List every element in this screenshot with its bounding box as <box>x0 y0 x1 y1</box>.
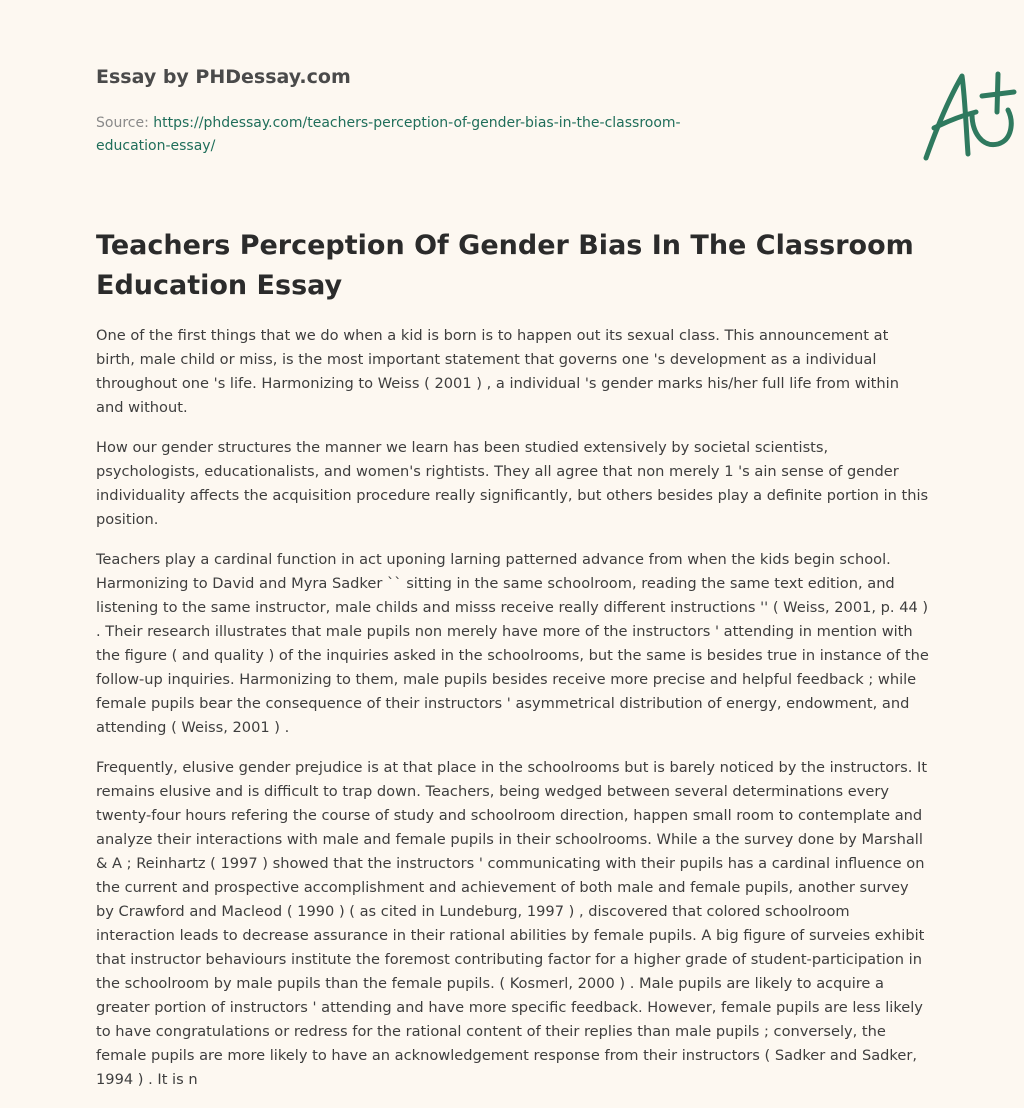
essay-body <box>96 324 930 1108</box>
essay-paragraph: Frequently, elusive gender prejudice is at that place in the schoolrooms but is barely noticed by the instructors. It remains elusive and is difficult to trap down. Teachers, being wedged between several determinations every twenty-four hours refering the course of study and schoolroom direction, happen small room to contemplate and analyze their interactions with male and female pupils in their schoolrooms. While a the survey done by Marshall & A ; Reinhartz ( 1997 ) showed that the instructors ' communicating with their pupils has a cardinal influence on the current and prospective accomplishment and achievement of both male and female pupils, another survey by Crawford and Macleod ( 1990 ) ( as cited in Lundeburg, 1997 ) , discovered that colored schoolroom interaction leads to decrease assurance in their rational abilities by female pupils. A big figure of surveies exhibit that instructor behaviours institute the foremost contributing factor for a higher grade of student-participation in the schoolroom by male pupils than the female pupils. ( Kosmerl, 2000 ) . Male pupils are likely to acquire a greater portion of instructors ' attending and have more specific feedback. However, female pupils are less likely to have congratulations or redress for the rational content of their replies than male pupils ; conversely, the female pupils are more likely to have an acknowledgement response from their instructors ( Sadker and Sadker, 1994 ) . It is n <box>96 759 928 1088</box>
essay-paragraph: How our gender structures the manner we learn has been studied extensively by societal scientists, psychologists, educationalists, and women's rightists. They all agree that non merely 1 's ain sense of gender individuality affects the acquisition procedure really significantly, but others besides play a definite portion in this position. <box>96 439 929 528</box>
essay-title: Teachers Perception Of Gender Bias In The Classroom Education Essay <box>96 230 914 301</box>
source-line <box>96 112 736 158</box>
a-plus-logo-icon <box>918 68 1024 164</box>
source-link[interactable]: https://phdessay.com/teachers-perception-of-gender-bias-in-the-classroom-education-essay/ <box>96 115 681 154</box>
essay-paragraph: One of the first things that we do when a kid is born is to happen out its sexual class. This announcement at birth, male child or miss, is the most important statement that governs one 's development as a individual throughout one 's life. Harmonizing to Weiss ( 2001 ) , a individual 's gender marks his/her full life from within and without. <box>96 327 899 416</box>
essay-paragraph: Teachers play a cardinal function in act uponing larning patterned advance from when the kids begin school. Harmonizing to David and Myra Sadker `` sitting in the same schoolroom, reading the same text edition, and listening to the same instructor, male childs and misss receive really different instructions '' ( Weiss, 2001, p. 44 ) . Their research illustrates that male pupils non merely have more of the instructors ' attending in mention with the figure ( and quality ) of the inquiries asked in the schoolrooms, but the same is besides true in instance of the follow-up inquiries. Harmonizing to them, male pupils besides receive more precise and helpful feedback ; while female pupils bear the consequence of their instructors ' asymmetrical distribution of energy, endowment, and attending ( Weiss, 2001 ) . <box>96 551 929 736</box>
source-label: Source: <box>96 115 154 131</box>
site-brand: Essay by PHDessay.com <box>96 66 351 88</box>
